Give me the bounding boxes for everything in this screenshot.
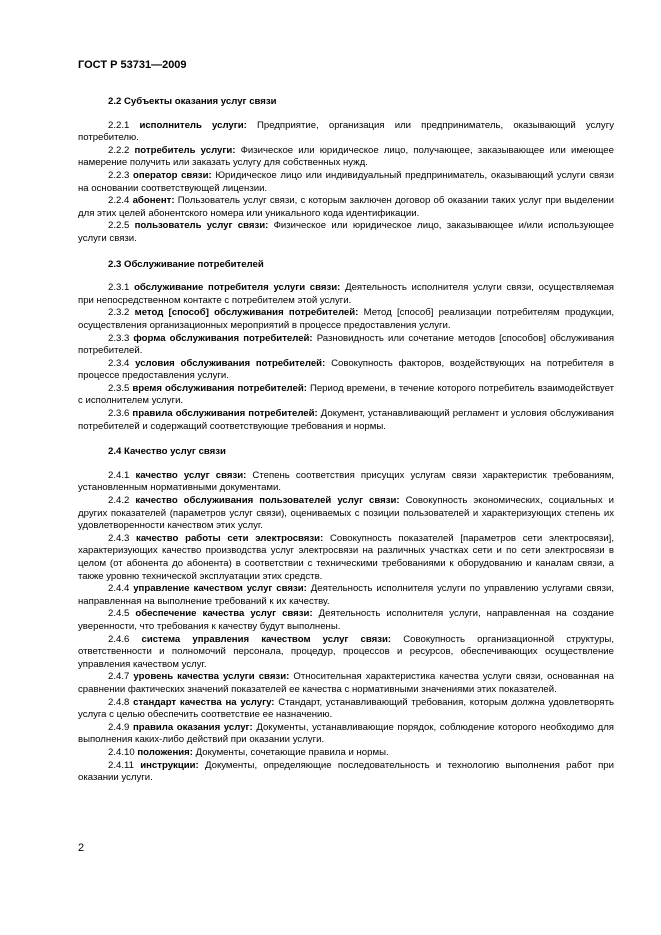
term-name: правила оказания услуг:	[132, 721, 253, 733]
term-definition: Юридическое лицо или индивидуальный предприниматель, оказывающий услуги связи на основании соответствующей лицензии.	[78, 169, 614, 194]
term-name: качество обслуживания пользователей услуг связи:	[135, 495, 400, 507]
definition-paragraph	[78, 145, 614, 170]
clause-number: 2.2.5	[108, 220, 130, 232]
clause-number: 2.4.5	[108, 608, 130, 620]
definition-paragraph	[78, 583, 614, 608]
term-definition: Деятельность исполнителя услуги, направленная на создание уверенности, что требования к качеству будут выполнены.	[78, 608, 614, 632]
definition-paragraph	[78, 307, 614, 332]
clause-number: 2.3.5	[108, 382, 130, 394]
definition-paragraph	[78, 358, 614, 383]
term-name: условия обслуживания потребителей:	[135, 357, 326, 369]
term-name: абонент:	[132, 195, 175, 207]
term-definition: Период времени, в течение которого потребитель взаимодействует с исполнителем услуги.	[78, 382, 614, 407]
term-definition: Деятельность исполнителя услуги связи, осуществляемая при непосредственном контакте с потребителем этой услуги.	[78, 282, 614, 306]
term-definition: Степень соответствия присущих услугам связи характеристик требованиям, установленным нормативными документами.	[78, 469, 614, 494]
term-name: качество работы сети электросвязи:	[136, 532, 324, 544]
clause-number: 2.4.9	[108, 721, 130, 733]
clause-number: 2.4.1	[108, 469, 130, 481]
term-definition: Документы, сочетающие правила и нормы.	[195, 746, 389, 758]
term-definition: Пользователь услуг связи, с которым заключен договор об оказании таких услуг при выделении для этих целей абонентского номера или уникального кода идентификации.	[78, 195, 615, 219]
term-name: обеспечение качества услуг связи:	[135, 608, 313, 620]
clause-number: 2.2.2	[108, 144, 130, 156]
clause-number: 2.4.6	[108, 633, 130, 645]
definition-paragraph	[78, 408, 614, 433]
term-definition: Относительная характеристика качества услуги связи, основанная на сравнении фактических значений показателей ее качества с нормативными значениями этих показателей.	[78, 671, 615, 695]
term-name: уровень качества услуги связи:	[133, 671, 290, 683]
document-body	[78, 96, 614, 785]
clause-number: 2.3.1	[108, 282, 130, 294]
term-definition: Документы, определяющие последовательность и технологию выполнения работ при оказании услуги.	[78, 759, 614, 784]
definition-paragraph	[78, 533, 614, 583]
definition-paragraph	[78, 697, 614, 722]
term-definition: Совокупность показателей [параметров сети электросвязи], характеризующих качество производства услуг электросвязи на различных участках сети и по сети электросвязи в целом (от абонента до абонента) в соответствии с техническими требованиями к оборудованию и каналам связи, а также уровню технической эксплуатации этих средств.	[78, 532, 615, 582]
clause-number: 2.3.3	[108, 332, 130, 344]
term-name: стандарт качества на услугу:	[133, 696, 275, 708]
term-name: форма обслуживания потребителей:	[133, 332, 313, 344]
term-name: обслуживание потребителя услуги связи:	[134, 282, 341, 294]
term-definition: Совокупность организационной структуры, ответственности и полномочий персонала, процедур, процессов и ресурсов, обеспечивающих осуществление управления качеством услуг.	[78, 633, 614, 670]
definition-paragraph	[78, 170, 614, 195]
clause-number: 2.3.4	[108, 357, 130, 369]
definition-paragraph	[78, 282, 614, 307]
section-heading: 2.3 Обслуживание потребителей	[108, 258, 264, 270]
term-definition: Совокупность экономических, социальных и других показателей (параметров услуг связи), оцениваемых с позиции пользователей и характеризующих степень их удовлетворенности качеством этих услуг.	[78, 495, 614, 532]
definition-paragraph	[78, 470, 614, 495]
term-definition: Стандарт, устанавливающий требования, которым должна удовлетворять услуга с целью обеспечить соответствие ее назначению.	[78, 696, 614, 721]
term-name: правила обслуживания потребителей:	[132, 408, 318, 420]
clause-number: 2.3.6	[108, 408, 130, 420]
page-number: 2	[78, 842, 85, 854]
definition-paragraph	[78, 333, 614, 358]
definition-paragraph	[78, 195, 614, 220]
clause-number: 2.4.2	[108, 495, 130, 507]
clause-number: 2.3.2	[108, 307, 130, 319]
definition-paragraph	[78, 671, 614, 696]
clause-number: 2.4.8	[108, 696, 130, 708]
term-name: исполнитель услуги:	[139, 119, 247, 131]
term-definition: Физическое или юридическое лицо, получающее, заказывающее или имеющее намерение получить или заказать услугу для собственных нужд.	[78, 144, 614, 169]
term-name: система управления качеством услуг связи:	[141, 633, 392, 645]
term-name: потребитель услуги:	[134, 144, 236, 156]
term-definition: Документы, устанавливающие порядок, соблюдение которого необходимо для выполнения каких-либо действий при оказании услуги.	[78, 721, 615, 746]
term-name: метод [способ] обслуживания потребителей:	[134, 307, 359, 319]
term-definition: Разновидность или сочетание методов [способов] обслуживания потребителей.	[78, 332, 615, 357]
definition-paragraph	[78, 120, 614, 145]
definition-paragraph	[78, 220, 614, 245]
definition-paragraph	[78, 722, 614, 747]
clause-number: 2.2.1	[108, 119, 130, 131]
definition-paragraph	[78, 634, 614, 672]
definition-paragraph	[78, 760, 614, 785]
term-name: управление качеством услуг связи:	[133, 583, 307, 595]
term-definition: Документ, устанавливающий регламент и условия обслуживания потребителей и содержащий соответствующие требования и нормы.	[78, 408, 615, 432]
clause-number: 2.4.4	[108, 583, 130, 595]
clause-number: 2.4.7	[108, 671, 130, 683]
term-name: качество услуг связи:	[135, 469, 247, 481]
term-name: пользователь услуг связи:	[134, 220, 269, 232]
definition-paragraph	[78, 495, 614, 533]
term-definition: Деятельность исполнителя услуги по управлению услугами связи, направленная на выполнение требований к их качеству.	[78, 583, 614, 607]
definition-paragraph	[78, 383, 614, 408]
term-definition: Физическое или юридическое лицо, заказывающее и/или использующее услуги связи.	[78, 220, 614, 244]
clause-number: 2.2.3	[108, 169, 130, 181]
standard-header: ГОСТ Р 53731—2009	[78, 59, 187, 71]
clause-number: 2.4.10	[108, 746, 135, 758]
definition-paragraph	[78, 608, 614, 633]
term-definition: Предприятие, организация или предприниматель, оказывающий услугу потребителю.	[78, 119, 614, 144]
section-heading: 2.4 Качество услуг связи	[108, 446, 226, 458]
term-name: инструкции:	[140, 759, 199, 771]
term-name: оператор связи:	[132, 169, 212, 181]
term-definition: Метод [способ] реализации потребителям продукции, осуществления организационных мероприятий в процессе предоставления услуги.	[78, 307, 614, 331]
section-heading: 2.2 Субъекты оказания услуг связи	[108, 96, 277, 107]
term-name: положения:	[137, 746, 193, 758]
clause-number: 2.4.3	[108, 532, 130, 544]
term-name: время обслуживания потребителей:	[132, 382, 307, 394]
clause-number: 2.2.4	[108, 195, 130, 207]
definition-paragraph	[78, 747, 614, 760]
term-definition: Совокупность факторов, воздействующих на потребителя в процессе предоставления услуги.	[78, 357, 614, 382]
clause-number: 2.4.11	[108, 759, 134, 771]
